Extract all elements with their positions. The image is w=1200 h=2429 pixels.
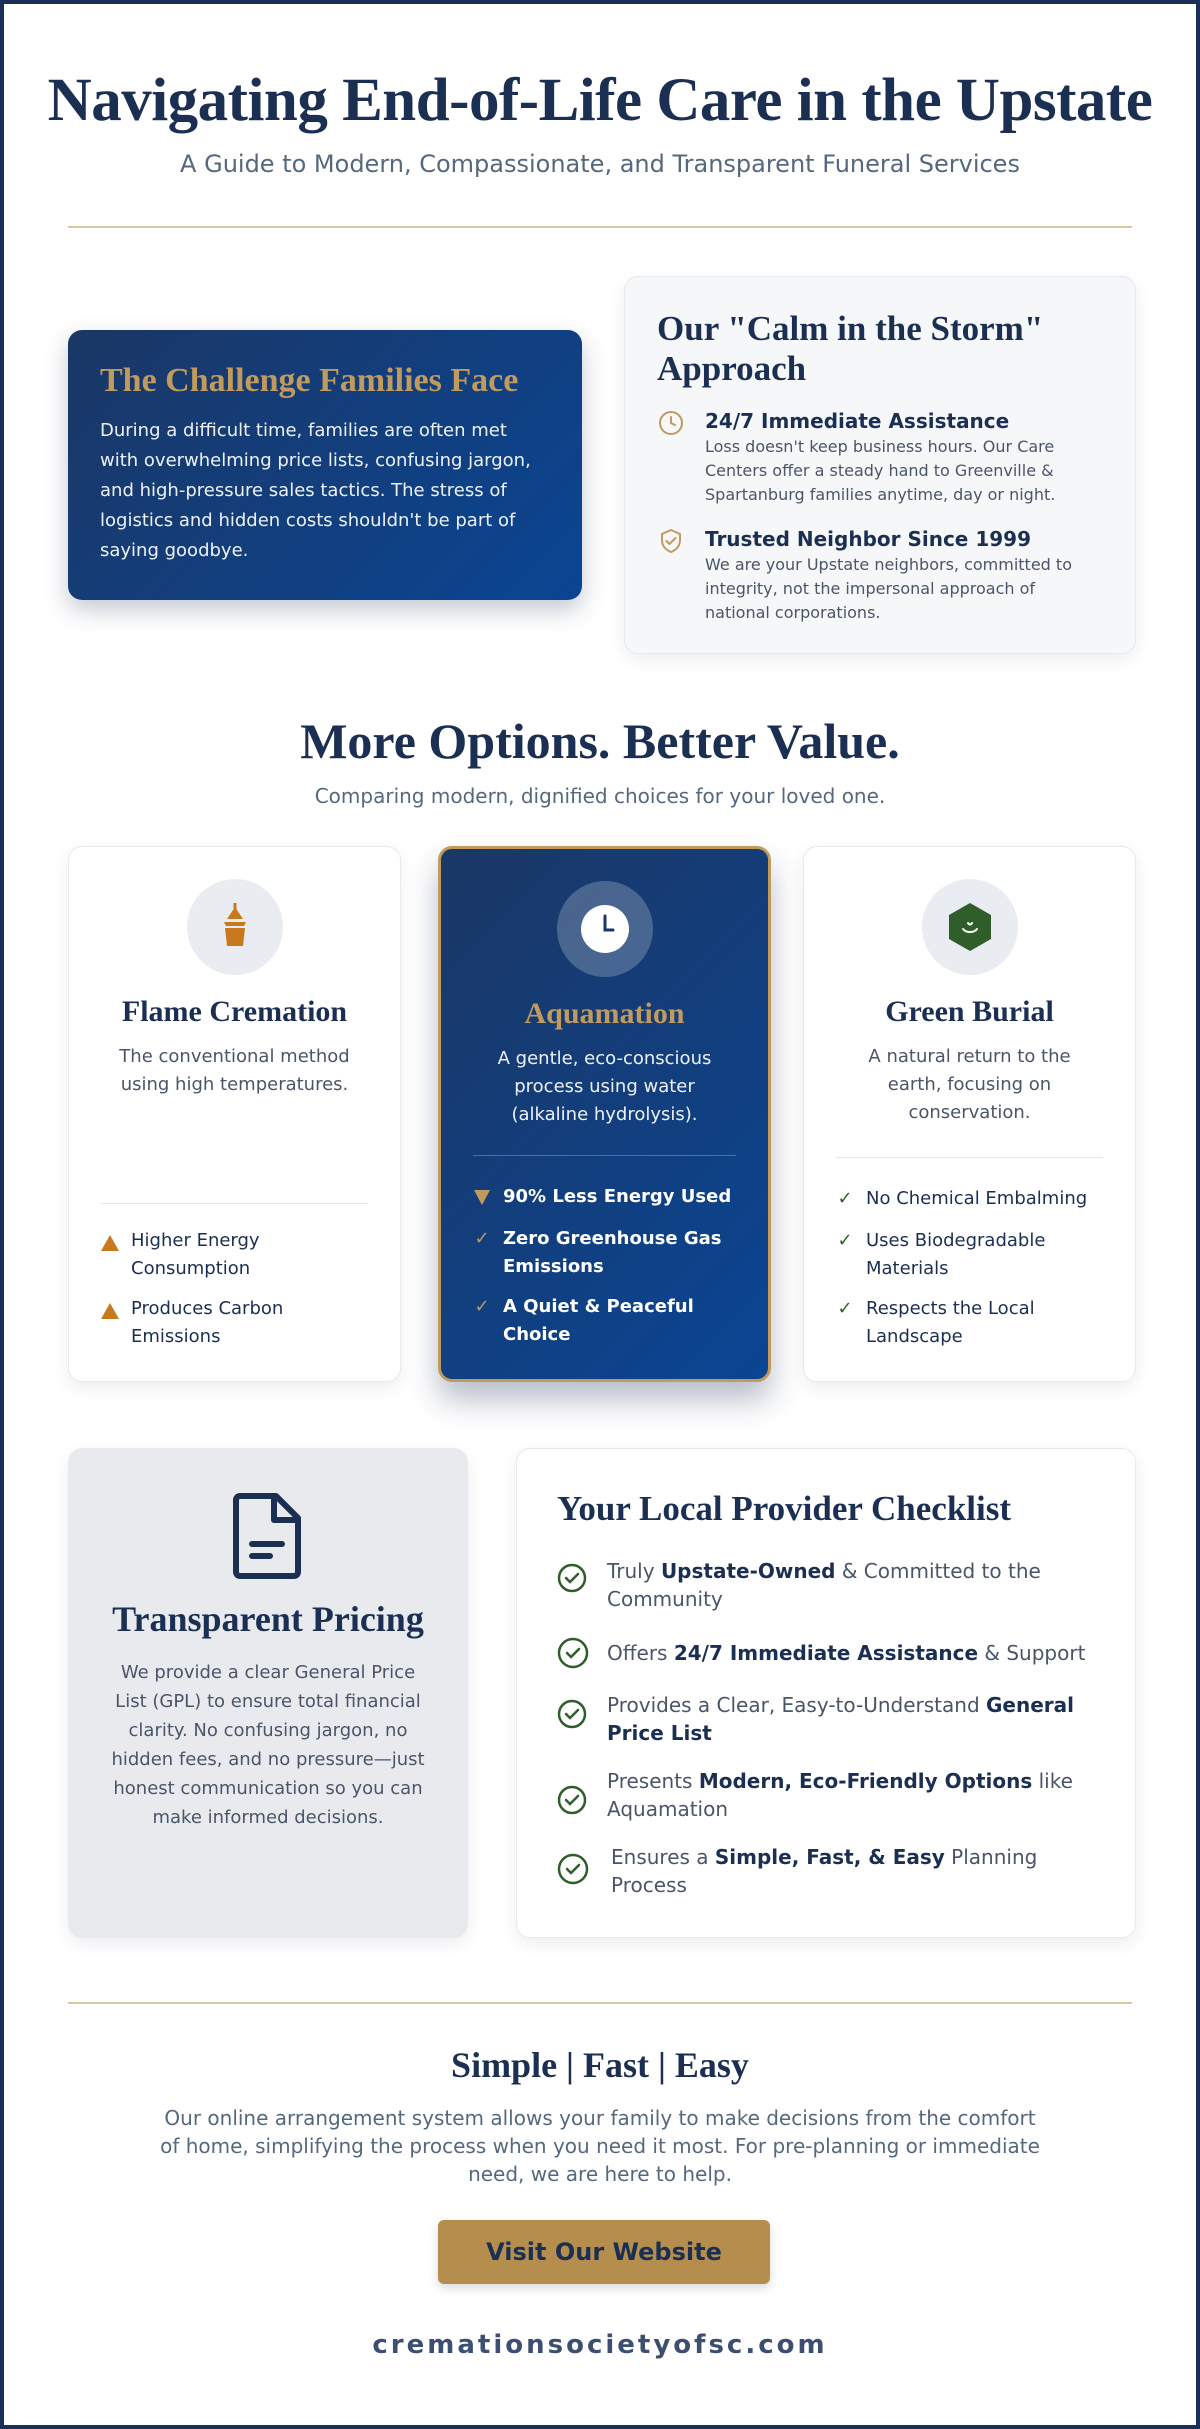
check-icon: ✓ bbox=[474, 1228, 490, 1249]
pricing-card bbox=[68, 1448, 468, 1938]
option-card-aquamation bbox=[438, 846, 771, 1382]
option-card-green-burial bbox=[803, 846, 1136, 1382]
checklist-title: Your Local Provider Checklist bbox=[557, 1489, 1012, 1528]
page-title: Navigating End-of-Life Care in the Upstate bbox=[47, 67, 1153, 134]
footer-section bbox=[4, 2044, 1196, 2188]
option-feature: Higher Energy Consumption bbox=[99, 1227, 376, 1283]
option-feature: ✓ No Chemical Embalming bbox=[834, 1185, 1111, 1213]
option-feature: ✓ Zero Greenhouse Gas Emissions bbox=[471, 1225, 744, 1281]
check-circle-icon bbox=[557, 1785, 587, 1815]
checklist-card bbox=[516, 1448, 1136, 1938]
option-feature: ✓ Respects the Local Landscape bbox=[834, 1295, 1111, 1351]
check-icon: ✓ bbox=[474, 1296, 490, 1317]
icon-circle bbox=[187, 879, 283, 975]
check-circle-icon bbox=[557, 1563, 587, 1593]
checklist-item: Ensures a Simple, Fast, & Easy Planning Process bbox=[557, 1843, 1095, 1899]
challenge-title: The Challenge Families Face bbox=[100, 362, 519, 399]
options-title: More Options. Better Value. bbox=[300, 713, 900, 769]
option-feature: 90% Less Energy Used bbox=[471, 1183, 744, 1211]
approach-card bbox=[624, 276, 1136, 654]
visit-website-button[interactable]: Visit Our Website bbox=[438, 2220, 770, 2284]
option-description: The conventional method using high temperatures. bbox=[119, 1046, 350, 1095]
check-circle-icon bbox=[557, 1699, 587, 1729]
checklist-item: Truly Upstate-Owned & Committed to the Community bbox=[557, 1557, 1095, 1613]
page-subtitle: A Guide to Modern, Compassionate, and Transparent Funeral Services bbox=[180, 150, 1020, 178]
option-title: Flame Cremation bbox=[121, 995, 348, 1028]
check-circle-icon bbox=[557, 1853, 589, 1885]
check-icon: ✓ bbox=[837, 1298, 853, 1319]
down-triangle-icon bbox=[471, 1183, 493, 1220]
website-url[interactable]: cremationsocietyofsc.com bbox=[372, 2330, 828, 2360]
clock-icon bbox=[657, 409, 685, 437]
option-feature: Produces Carbon Emissions bbox=[99, 1295, 376, 1351]
check-icon: ✓ bbox=[837, 1230, 853, 1251]
checklist-item: Offers 24/7 Immediate Assistance & Support bbox=[557, 1639, 1095, 1667]
options-header bbox=[4, 712, 1196, 808]
header-divider bbox=[68, 226, 1132, 228]
checklist-item: Provides a Clear, Easy-to-Understand General Price List bbox=[557, 1691, 1095, 1747]
option-feature: ✓ Uses Biodegradable Materials bbox=[834, 1227, 1111, 1283]
leaf-hexagon-icon bbox=[946, 903, 994, 951]
check-icon: ✓ bbox=[837, 1188, 853, 1209]
approach-item-assistance bbox=[657, 409, 1103, 507]
clock-icon bbox=[581, 905, 629, 953]
option-title: Aquamation bbox=[524, 997, 685, 1030]
footer-body: Our online arrangement system allows your family to make decisions from the comfort of home, simplifying the process when you need it most. For pre-planning or immediate need, we are here to help. bbox=[160, 2106, 1040, 2186]
option-description: A natural return to the earth, focusing on conservation. bbox=[868, 1046, 1071, 1123]
approach-item-title: Trusted Neighbor Since 1999 bbox=[705, 527, 1031, 551]
footer-title: Simple | Fast | Easy bbox=[451, 2045, 749, 2085]
option-divider bbox=[836, 1157, 1103, 1158]
check-circle-icon bbox=[557, 1637, 589, 1669]
pricing-body: We provide a clear General Price List (GPL) to ensure total financial clarity. No confusing jargon, no hidden fees, and no pressure—just honest communication so you can make informed decisions. bbox=[111, 1662, 425, 1828]
warning-triangle-icon bbox=[99, 1295, 121, 1332]
shield-check-icon bbox=[657, 527, 685, 555]
footer-divider bbox=[68, 2002, 1132, 2004]
option-description: A gentle, eco-conscious process using water (alkaline hydrolysis). bbox=[497, 1048, 712, 1125]
option-divider bbox=[101, 1203, 368, 1204]
icon-circle bbox=[557, 881, 653, 977]
urn-icon bbox=[211, 903, 259, 951]
pricing-title: Transparent Pricing bbox=[112, 1599, 424, 1639]
options-subtitle: Comparing modern, dignified choices for your loved one. bbox=[314, 784, 886, 808]
icon-circle bbox=[922, 879, 1018, 975]
approach-title: Our "Calm in the Storm" Approach bbox=[657, 309, 1044, 388]
page-header bbox=[4, 66, 1196, 178]
approach-item-text: We are your Upstate neighbors, committed to integrity, not the impersonal approach of national corporations. bbox=[705, 555, 1072, 622]
approach-item-title: 24/7 Immediate Assistance bbox=[705, 409, 1010, 433]
challenge-card bbox=[68, 330, 582, 600]
approach-item-text: Loss doesn't keep business hours. Our Care Centers offer a steady hand to Greenville & Spartanburg families anytime, day or night. bbox=[705, 437, 1056, 504]
checklist-item: Presents Modern, Eco-Friendly Options like Aquamation bbox=[557, 1767, 1095, 1823]
document-icon bbox=[232, 1492, 304, 1580]
warning-triangle-icon bbox=[99, 1227, 121, 1264]
option-card-flame-cremation bbox=[68, 846, 401, 1382]
option-feature: ✓ A Quiet & Peaceful Choice bbox=[471, 1293, 744, 1349]
option-title: Green Burial bbox=[885, 995, 1054, 1028]
option-divider bbox=[473, 1155, 736, 1156]
approach-item-neighbor bbox=[657, 527, 1103, 625]
challenge-body: During a difficult time, families are often met with overwhelming price lists, confusing jargon, and high-pressure sales tactics. The stress of logistics and hidden costs shouldn't be part of saying goodbye. bbox=[100, 420, 531, 561]
